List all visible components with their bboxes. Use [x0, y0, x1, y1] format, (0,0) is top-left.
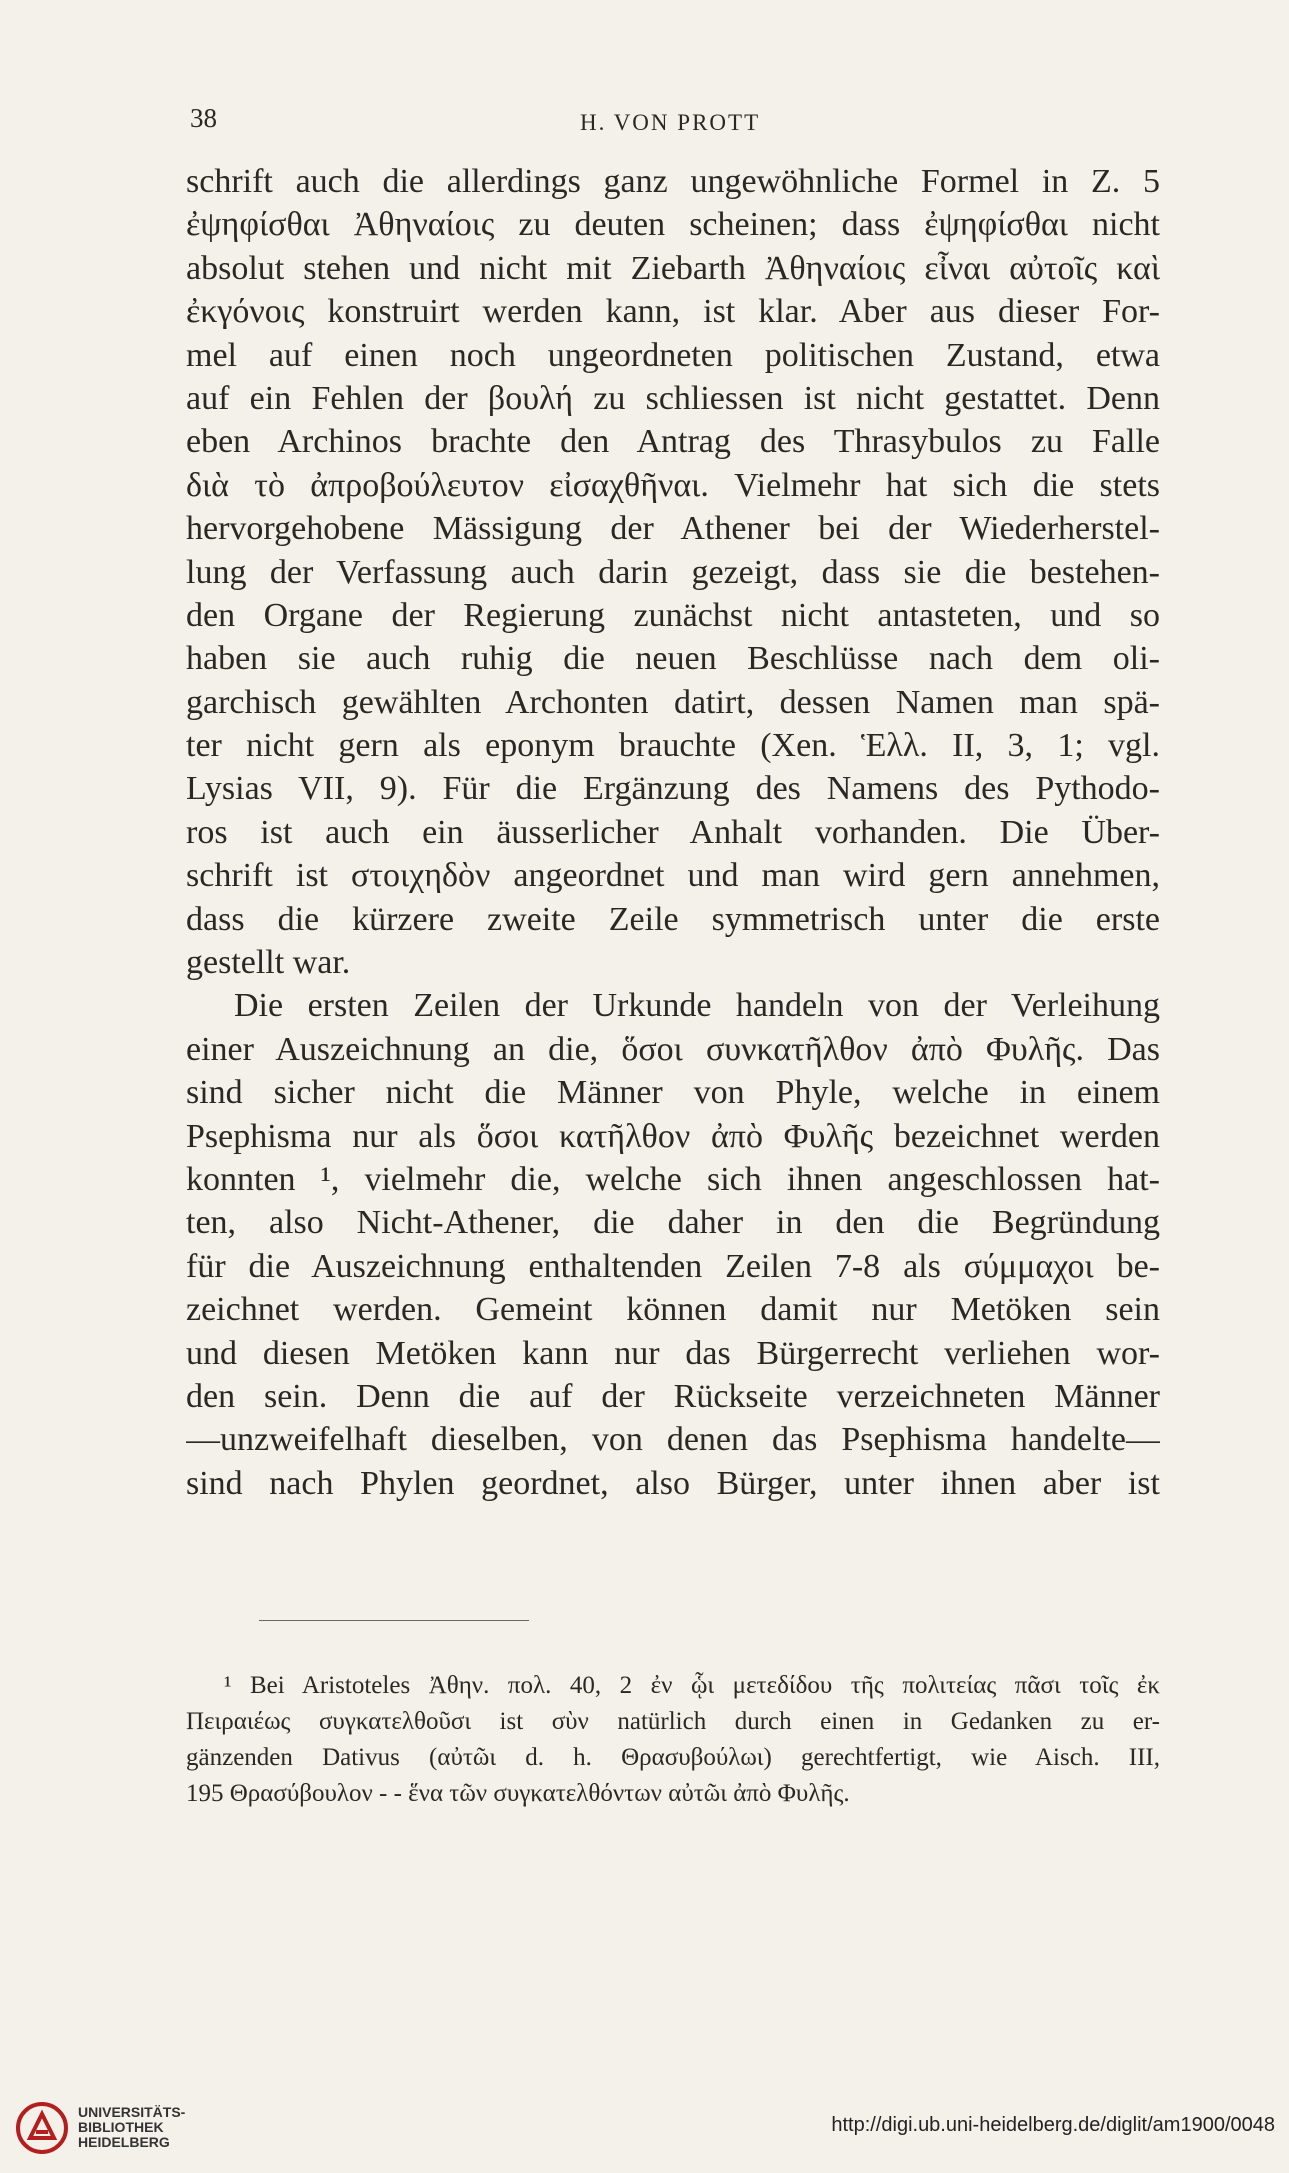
heidelberg-library-logo-icon	[14, 2100, 70, 2156]
text-line: schrift auch die allerdings ganz ungewöhnliche Formel in Z. 5	[186, 163, 1160, 200]
body-text	[186, 160, 1160, 1505]
text-line: διὰ τὸ ἀπροβούλευτον εἰσαχθῆναι. Vielmehr hat sich die stets	[186, 466, 1160, 504]
text-line: Lysias VII, 9). Für die Ergänzung des Namens des Pythodo-	[186, 770, 1160, 808]
source-url-link[interactable]: http://digi.ub.uni-heidelberg.de/diglit/am1900/0048	[831, 2114, 1275, 2136]
page-number: 38	[190, 103, 217, 133]
text-line: zeichnet werden. Gemeint können damit nur Metöken sein	[186, 1291, 1160, 1329]
library-name-line: HEIDELBERG	[78, 2134, 170, 2150]
footnote-line: ¹ Bei Aristoteles Ἀθην. πολ. 40, 2 ἐν ᾧι μετεδίδου τῆς πολιτείας πᾶσι τοῖς ἐκ	[224, 1672, 1160, 1699]
text-line: ἐψηφίσθαι Ἀθηναίοις zu deuten scheinen; dass ἐψηφίσθαι nicht	[186, 206, 1160, 244]
library-name-line: BIBLIOTHEK	[78, 2119, 164, 2135]
text-line: —unzweifelhaft dieselben, von denen das Psephisma handelte—	[186, 1421, 1160, 1459]
text-line: dass die kürzere zweite Zeile symmetrisch unter die erste	[186, 900, 1160, 938]
text-line: sind nach Phylen geordnet, also Bürger, unter ihnen aber ist	[186, 1464, 1160, 1502]
footnotes	[186, 1668, 1160, 1812]
text-line: ter nicht gern als eponym brauchte (Xen. Ἑλλ. II, 3, 1; vgl.	[186, 727, 1160, 765]
text-line: ten, also Nicht-Athener, die daher in den die Begründung	[186, 1204, 1160, 1242]
text-line: eben Archinos brachte den Antrag des Thrasybulos zu Falle	[186, 423, 1160, 461]
text-line: Die ersten Zeilen der Urkunde handeln von der Verleihung	[234, 987, 1160, 1025]
text-line: sind sicher nicht die Männer von Phyle, welche in einem	[186, 1074, 1160, 1112]
footnote-line: Πειραιέως συγκατελθοῦσι ist σὺν natürlich durch einen in Gedanken zu er-	[186, 1708, 1160, 1735]
text-line: hervorgehobene Mässigung der Athener bei der Wiederherstel-	[186, 510, 1160, 548]
text-line: Psephisma nur als ὅσοι κατῆλθον ἀπὸ Φυλῆς bezeichnet werden	[186, 1117, 1160, 1155]
library-name	[78, 2105, 185, 2150]
text-line: den Organe der Regierung zunächst nicht antasteten, und so	[186, 596, 1160, 634]
footnote-line: 195 Θρασύβουλον - - ἕνα τῶν συγκατελθόντων αὐτῶι ἀπὸ Φυλῆς.	[186, 1780, 850, 1807]
running-head: H. VON PROTT	[580, 110, 761, 135]
text-line: lung der Verfassung auch darin gezeigt, dass sie die bestehen-	[186, 553, 1160, 591]
text-line: konnten ¹, vielmehr die, welche sich ihnen angeschlossen hat-	[186, 1160, 1160, 1198]
text-line: schrift ist στοιχηδὸν angeordnet und man wird gern annehmen,	[186, 857, 1160, 895]
text-line: den sein. Denn die auf der Rückseite verzeichneten Männer	[186, 1377, 1160, 1415]
text-line: gestellt war.	[186, 944, 351, 982]
text-line: ros ist auch ein äusserlicher Anhalt vorhanden. Die Über-	[186, 813, 1160, 851]
text-line: ἐκγόνοις konstruirt werden kann, ist klar. Aber aus dieser For-	[186, 293, 1160, 331]
footnote-divider	[259, 1620, 529, 1621]
library-name-line: UNIVERSITÄTS-	[78, 2104, 186, 2120]
text-line: und diesen Metöken kann nur das Bürgerrecht verliehen wor-	[186, 1334, 1160, 1372]
text-line: einer Auszeichnung an die, ὅσοι συνκατῆλθον ἀπὸ Φυλῆς. Das	[186, 1030, 1160, 1068]
text-line: auf ein Fehlen der βουλή zu schliessen ist nicht gestattet. Denn	[186, 379, 1160, 417]
text-line: mel auf einen noch ungeordneten politischen Zustand, etwa	[186, 336, 1160, 374]
footnote-line: gänzenden Dativus (αὐτῶι d. h. Θρασυβούλωι) gerechtfertigt, wie Aisch. III,	[186, 1744, 1160, 1771]
text-line: absolut stehen und nicht mit Ziebarth Ἀθηναίοις εἶναι αὐτοῖς καὶ	[186, 249, 1160, 287]
text-line: garchisch gewählten Archonten datirt, dessen Namen man spä-	[186, 683, 1160, 721]
text-line: haben sie auch ruhig die neuen Beschlüsse nach dem oli-	[186, 640, 1160, 678]
text-line: für die Auszeichnung enthaltenden Zeilen 7-8 als σύμμαχοι be-	[186, 1247, 1160, 1285]
